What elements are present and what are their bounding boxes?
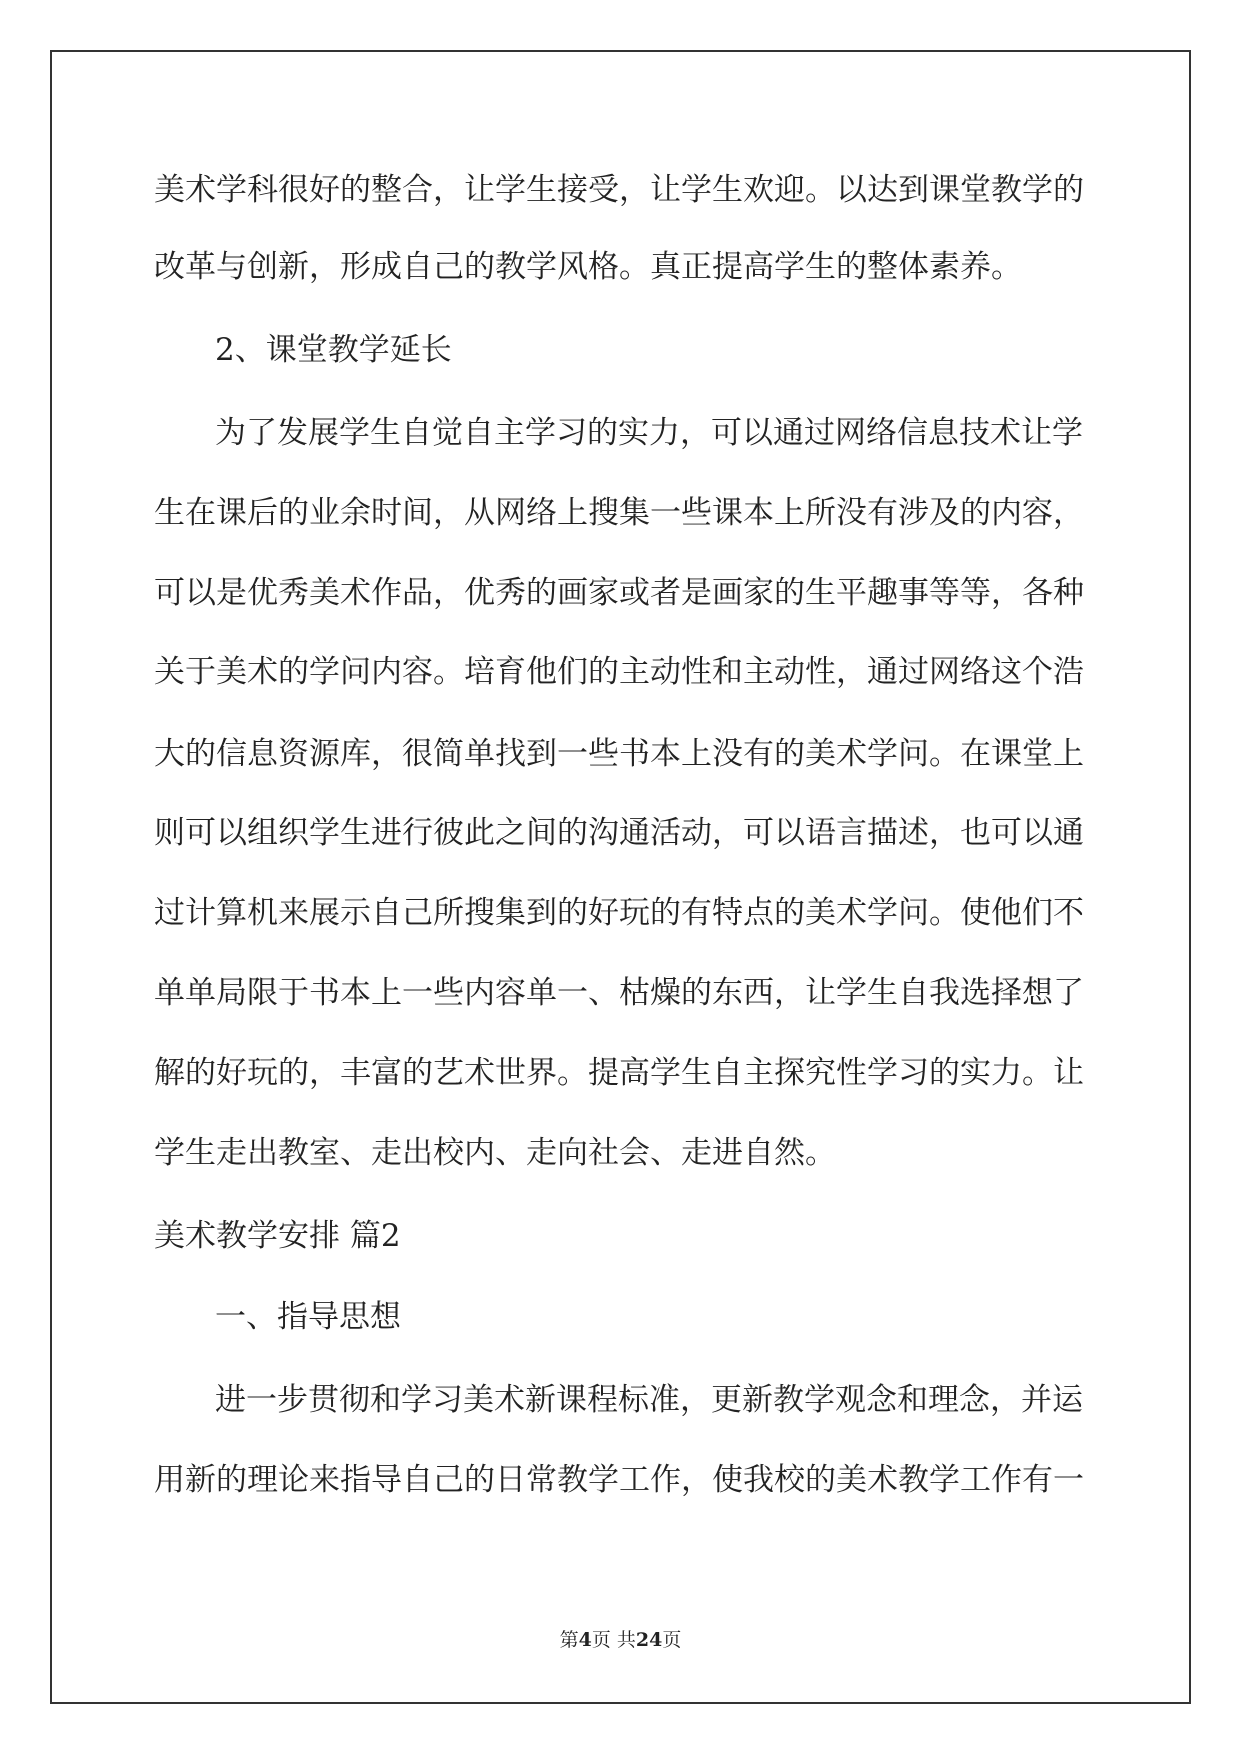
paragraph-line: 单单局限于书本上一些内容单一、枯燥的东西，让学生自我选择想了 xyxy=(154,975,1084,1011)
paragraph-line: 过计算机来展示自己所搜集到的好玩的有特点的美术学问。使他们不 xyxy=(154,895,1084,931)
paragraph-line: 美术学科很好的整合，让学生接受，让学生欢迎。以达到课堂教学的 xyxy=(154,172,1084,208)
section-heading: 一、指导思想 xyxy=(215,1299,401,1335)
paragraph-line: 大的信息资源库，很简单找到一些书本上没有的美术学问。在课堂上 xyxy=(154,736,1084,772)
paragraph-line: 进一步贯彻和学习美术新课程标准，更新教学观念和理念，并运 xyxy=(215,1382,1083,1418)
paragraph-line: 生在课后的业余时间，从网络上搜集一些课本上所没有涉及的内容， xyxy=(154,495,1084,531)
section-heading: 2、课堂教学延长 xyxy=(215,332,452,368)
paragraph-line: 为了发展学生自觉自主学习的实力，可以通过网络信息技术让学 xyxy=(215,415,1083,451)
paragraph-line: 可以是优秀美术作品，优秀的画家或者是画家的生平趣事等等，各种 xyxy=(154,575,1084,611)
article-heading: 美术教学安排 篇2 xyxy=(154,1218,401,1254)
paragraph-line: 则可以组织学生进行彼此之间的沟通活动，可以语言描述，也可以通 xyxy=(154,815,1084,851)
page-number: 4 xyxy=(578,1629,592,1651)
paragraph-line: 学生走出教室、走出校内、走向社会、走进自然。 xyxy=(154,1135,836,1171)
paragraph-line: 解的好玩的，丰富的艺术世界。提高学生自主探究性学习的实力。让 xyxy=(154,1055,1084,1091)
total-pages: 24 xyxy=(635,1629,663,1651)
page-border xyxy=(50,50,1191,1704)
paragraph-line: 改革与创新，形成自己的教学风格。真正提高学生的整体素养。 xyxy=(154,249,1022,285)
paragraph-line: 关于美术的学问内容。培育他们的主动性和主动性，通过网络这个浩 xyxy=(154,654,1084,690)
page-footer xyxy=(0,1625,1241,1652)
footer-prefix: 第 xyxy=(559,1629,579,1651)
footer-mid: 页 共 xyxy=(591,1629,636,1651)
footer-suffix: 页 xyxy=(662,1629,682,1651)
paragraph-line: 用新的理论来指导自己的日常教学工作，使我校的美术教学工作有一 xyxy=(154,1462,1084,1498)
